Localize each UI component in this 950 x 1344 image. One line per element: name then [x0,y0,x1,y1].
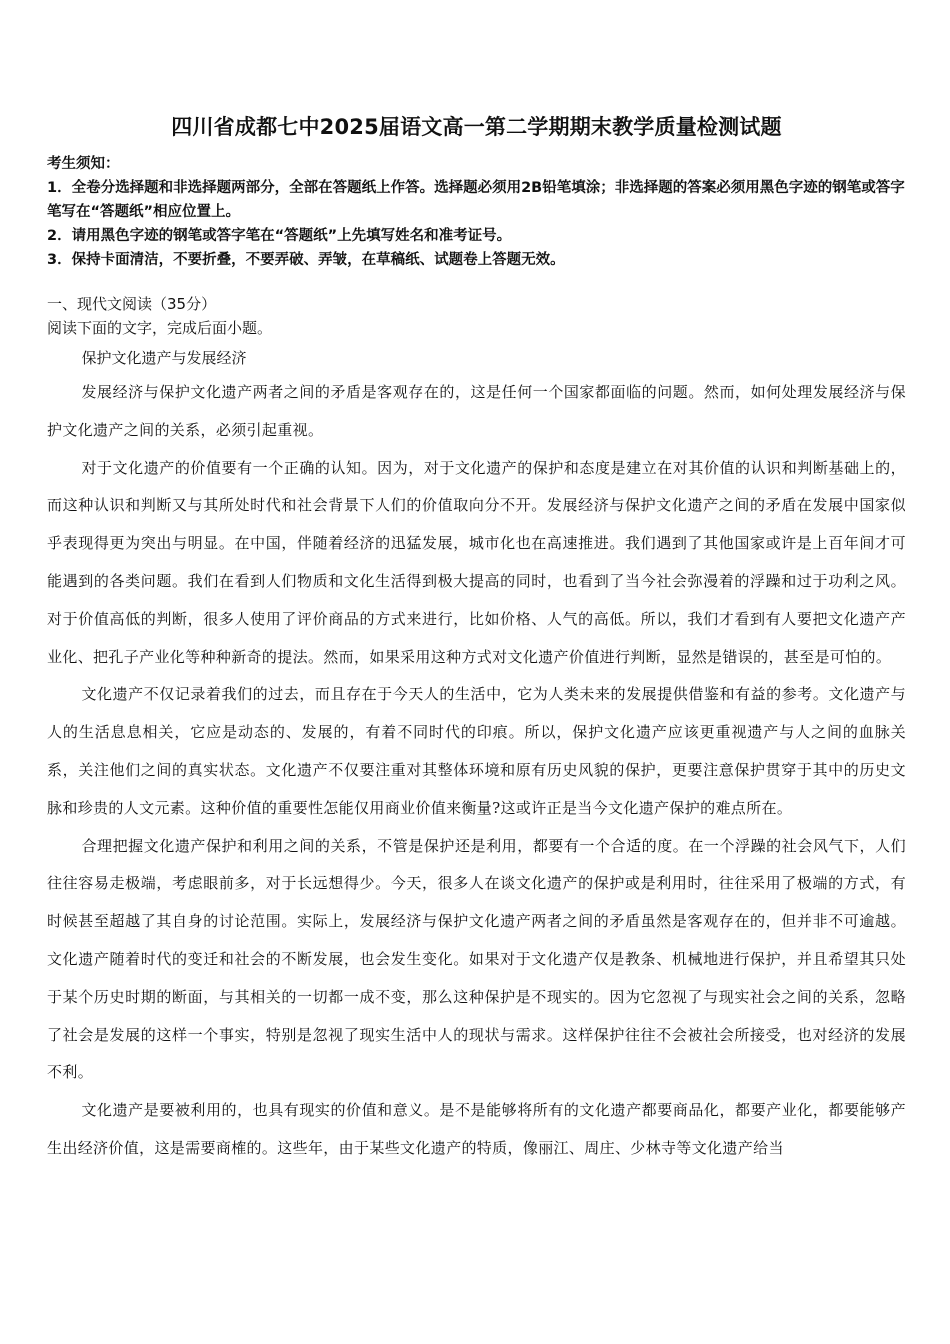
notice-item: 1．全卷分选择题和非选择题两部分，全部在答题纸上作答。选择题必须用2B铅笔填涂；非选择题的答案必须用黑色字迹的钢笔或答字笔写在“答题纸”相应位置上。 [47,180,905,220]
section-heading: 一、现代文阅读（35分） [47,295,217,313]
article-paragraph: 发展经济与保护文化遗产两者之间的矛盾是客观存在的，这是任何一个国家都面临的问题。然而，如何处理发展经济与保护文化遗产之间的关系，必须引起重视。 [47,383,906,439]
notice-item: 3．保持卡面清洁，不要折叠，不要弄破、弄皱，在草稿纸、试题卷上答题无效。 [47,252,565,268]
article-body [47,374,906,1168]
candidate-notice [47,152,906,272]
article-paragraph: 对于文化遗产的价值要有一个正确的认知。因为，对于文化遗产的保护和态度是建立在对其价值的认识和判断基础上的，而这种认识和判断又与其所处时代和社会背景下人们的价值取向分不开。发展经济与保护文化遗产之间的矛盾在发展中国家似乎表现得更为突出与明显。在中国，伴随着经济的迅猛发展，城市化也在高速推进。我们遇到了其他国家或许是上百年间才可能遇到的各类问题。我们在看到人们物质和文化生活得到极大提高的同时，也看到了当今社会弥漫着的浮躁和过于功利之风。对于价值高低的判断，很多人使用了评价商品的方式来进行，比如价格、人气的高低。所以，我们才看到有人要把文化遗产产业化、把孔子产业化等种种新奇的提法。然而，如果采用这种方式对文化遗产价值进行判断，显然是错误的，甚至是可怕的。 [47,458,906,666]
article-title: 保护文化遗产与发展经济 [81,349,247,367]
notice-item: 2．请用黑色字迹的钢笔或答字笔在“答题纸”上先填写姓名和准考证号。 [47,228,512,244]
article-paragraph: 文化遗产不仅记录着我们的过去，而且存在于今天人的生活中，它为人类未来的发展提供借鉴和有益的参考。文化遗产与人的生活息息相关，它应是动态的、发展的，有着不同时代的印痕。所以，保护文化遗产应该更重视遗产与人之间的血脉关系，关注他们之间的真实状态。文化遗产不仅要注重对其整体环境和原有历史风貌的保护，更要注意保护贯穿于其中的历史文脉和珍贵的人文元素。这种价值的重要性怎能仅用商业价值来衡量?这或许正是当今文化遗产保护的难点所在。 [47,685,906,817]
exam-title: 四川省成都七中2025届语文高一第二学期期末教学质量检测试题 [171,115,782,139]
notice-heading: 考生须知： [47,156,120,172]
article-paragraph: 文化遗产是要被利用的，也具有现实的价值和意义。是不是能够将所有的文化遗产都要商品化，都要产业化，都要能够产生出经济价值，这是需要商榷的。这些年，由于某些文化遗产的特质，像丽江、周庄、少林寺等文化遗产给当 [47,1101,906,1157]
article-paragraph: 合理把握文化遗产保护和利用之间的关系，不管是保护还是利用，都要有一个合适的度。在一个浮躁的社会风气下，人们往往容易走极端，考虑眼前多，对于长远想得少。今天，很多人在谈文化遗产的保护或是利用时，往往采用了极端的方式，有时候甚至超越了其自身的讨论范围。实际上，发展经济与保护文化遗产两者之间的矛盾虽然是客观存在的，但并非不可逾越。文化遗产随着时代的变迁和社会的不断发展，也会发生变化。如果对于文化遗产仅是教条、机械地进行保护，并且希望其只处于某个历史时期的断面，与其相关的一切都一成不变，那么这种保护是不现实的。因为它忽视了与现实社会之间的关系，忽略了社会是发展的这样一个事实，特别是忽视了现实生活中人的现状与需求。这样保护往往不会被社会所接受，也对经济的发展不利。 [47,836,906,1082]
reading-instruction: 阅读下面的文字，完成后面小题。 [47,319,273,337]
